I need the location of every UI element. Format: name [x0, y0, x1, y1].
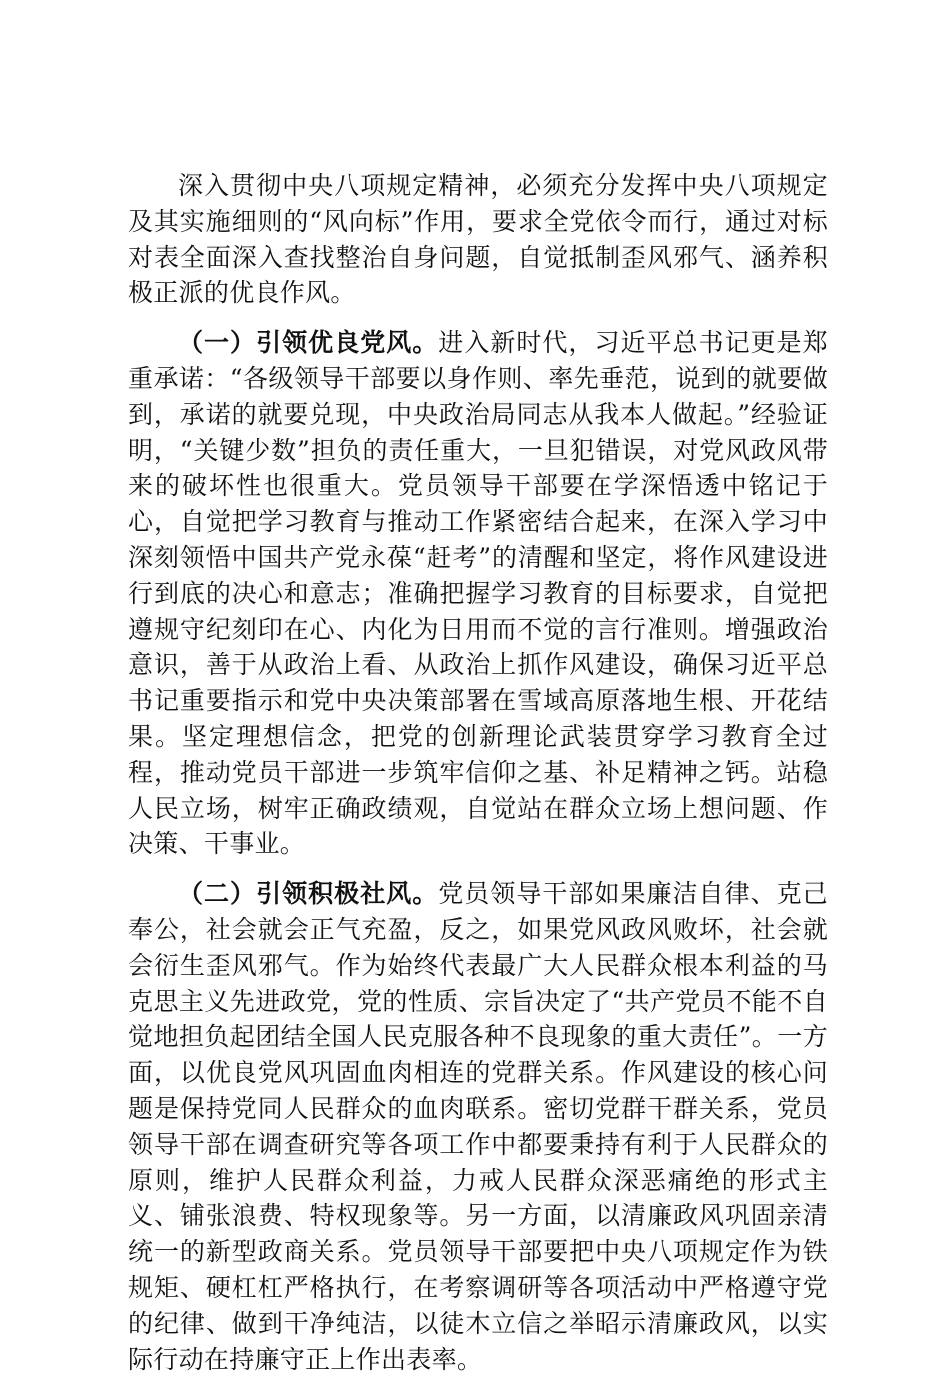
section-one-heading: （一）引领优良党风。	[178, 328, 439, 358]
section-two-text: 党员领导干部如果廉洁自律、克己奉公，社会就会正气充盈，反之，如果党风政风败坏，社会就会衍生歪风邪气。作为始终代表最广大人民群众根本利益的马克思主义先进政党，党的性质、宗旨决定了“共产党员不能不自觉地担负起团结全国人民克服各种不良现象的重大责任”。一方面，以优良党风巩固血肉相连的党群关系。作风建设的核心问题是保持党同人民群众的血肉联系。密切党群干群关系，党员领导干部在调查研究等各项工作中都要秉持有利于人民群众的原则，维护人民群众利益，力戒人民群众深恶痛绝的形式主义、铺张浪费、特权现象等。另一方面，以清廉政风巩固亲清统一的新型政商关系。党员领导干部要把中央八项规定作为铁规矩、硬杠杠严格执行，在考察调研等各项活动中严格遵守党的纪律、做到干净纯洁，以徒木立信之举昭示清廉政风，以实际行动在持廉守正上作出表率。	[128, 879, 828, 1374]
intro-paragraph	[128, 168, 828, 311]
section-one-text: 进入新时代，习近平总书记更是郑重承诺：“各级领导干部要以身作则、率先垂范，说到的就要做到，承诺的就要兑现，中央政治局同志从我本人做起。”经验证明，“关键少数”担负的责任重大，一旦犯错误，对党风政风带来的破坏性也很重大。党员领导干部要在学深悟透中铭记于心，自觉把学习教育与推动工作紧密结合起来，在深入学习中深刻领悟中国共产党永葆“赶考”的清醒和坚定，将作风建设进行到底的决心和意志；准确把握学习教育的目标要求，自觉把遵规守纪刻印在心、内化为日用而不觉的言行准则。增强政治意识，善于从政治上看、从政治上抓作风建设，确保习近平总书记重要指示和党中央决策部署在雪域高原落地生根、开花结果。坚定理想信念，把党的创新理论武装贯穿学习教育全过程，推动党员干部进一步筑牢信仰之基、补足精神之钙。站稳人民立场，树牢正确政绩观，自觉站在群众立场上想问题、作决策、干事业。	[128, 328, 828, 859]
section-two-paragraph	[128, 876, 828, 1377]
intro-paragraph-text: 深入贯彻中央八项规定精神，必须充分发挥中央八项规定及其实施细则的“风向标”作用，要求全党依令而行，通过对标对表全面深入查找整治自身问题，自觉抵制歪风邪气、涵养积极正派的优良作风。	[128, 171, 828, 308]
section-two-heading: （二）引领积极社风。	[178, 879, 439, 909]
section-one-paragraph	[128, 325, 828, 862]
document-body	[128, 168, 828, 1377]
